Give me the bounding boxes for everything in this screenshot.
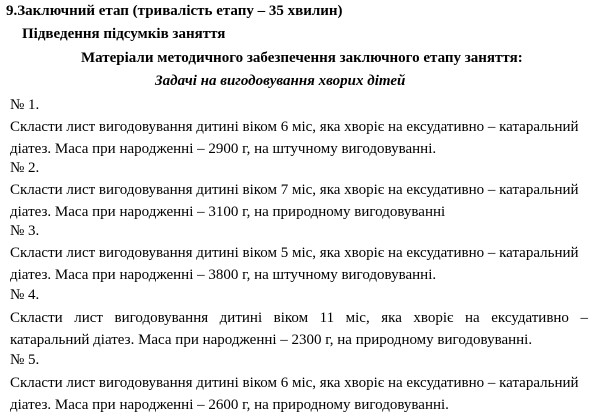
task-text-line: діатез. Маса при народженні – 2600 г, на природному вигодовуванні.: [10, 397, 449, 413]
task-text-line: діатез. Маса при народженні – 3100 г, на природному вигодовуванні: [10, 204, 446, 220]
task-number: № 1.: [10, 97, 40, 113]
task-number: № 3.: [10, 223, 40, 239]
stage-title: 9.Заключний етап (тривалість етапу – 35 хвилин): [6, 3, 343, 19]
task-text-line: Скласти лист вигодовування дитині віком 5 міс, яка хворіє на ексудативно – катаральний: [10, 245, 579, 261]
task-text-line: діатез. Маса при народженні – 2900 г, на штучному вигодовуванні.: [10, 141, 437, 157]
word: 11: [319, 310, 335, 326]
tasks-title: Задачі на вигодовування хворих дітей: [155, 73, 406, 89]
word: дитині: [219, 310, 263, 326]
word: лист: [74, 310, 103, 326]
word: Скласти: [10, 310, 63, 326]
word: ексудативно: [491, 310, 569, 326]
word: міс,: [345, 310, 370, 326]
task-text-line-justified: [10, 308, 588, 328]
task-number: № 2.: [10, 160, 40, 176]
materials-title: Матеріали методичного забезпечення заключного етапу заняття:: [81, 50, 523, 66]
task-text-line: катаральний діатез. Маса при народженні – 2300 г, на природному вигодовуванні.: [10, 332, 533, 348]
task-number: № 4.: [10, 287, 40, 303]
word: віком: [273, 310, 309, 326]
word: яка: [381, 310, 402, 326]
word: –: [580, 310, 588, 326]
task-text-line: Скласти лист вигодовування дитині віком 7 міс, яка хворіє на ексудативно – катаральний: [10, 182, 579, 198]
task-text-line: Скласти лист вигодовування дитині віком 6 міс, яка хворіє на ексудативно – катаральний: [10, 375, 579, 391]
word: на: [465, 310, 480, 326]
task-text-line: Скласти лист вигодовування дитині віком 6 міс, яка хворіє на ексудативно – катаральний: [10, 119, 579, 135]
task-text-line: діатез. Маса при народженні – 3800 г, на штучному вигодовуванні.: [10, 267, 437, 283]
word: хворіє: [413, 310, 454, 326]
section-title: Підведення підсумків заняття: [22, 26, 226, 42]
word: вигодовування: [114, 310, 209, 326]
task-number: № 5.: [10, 352, 40, 368]
